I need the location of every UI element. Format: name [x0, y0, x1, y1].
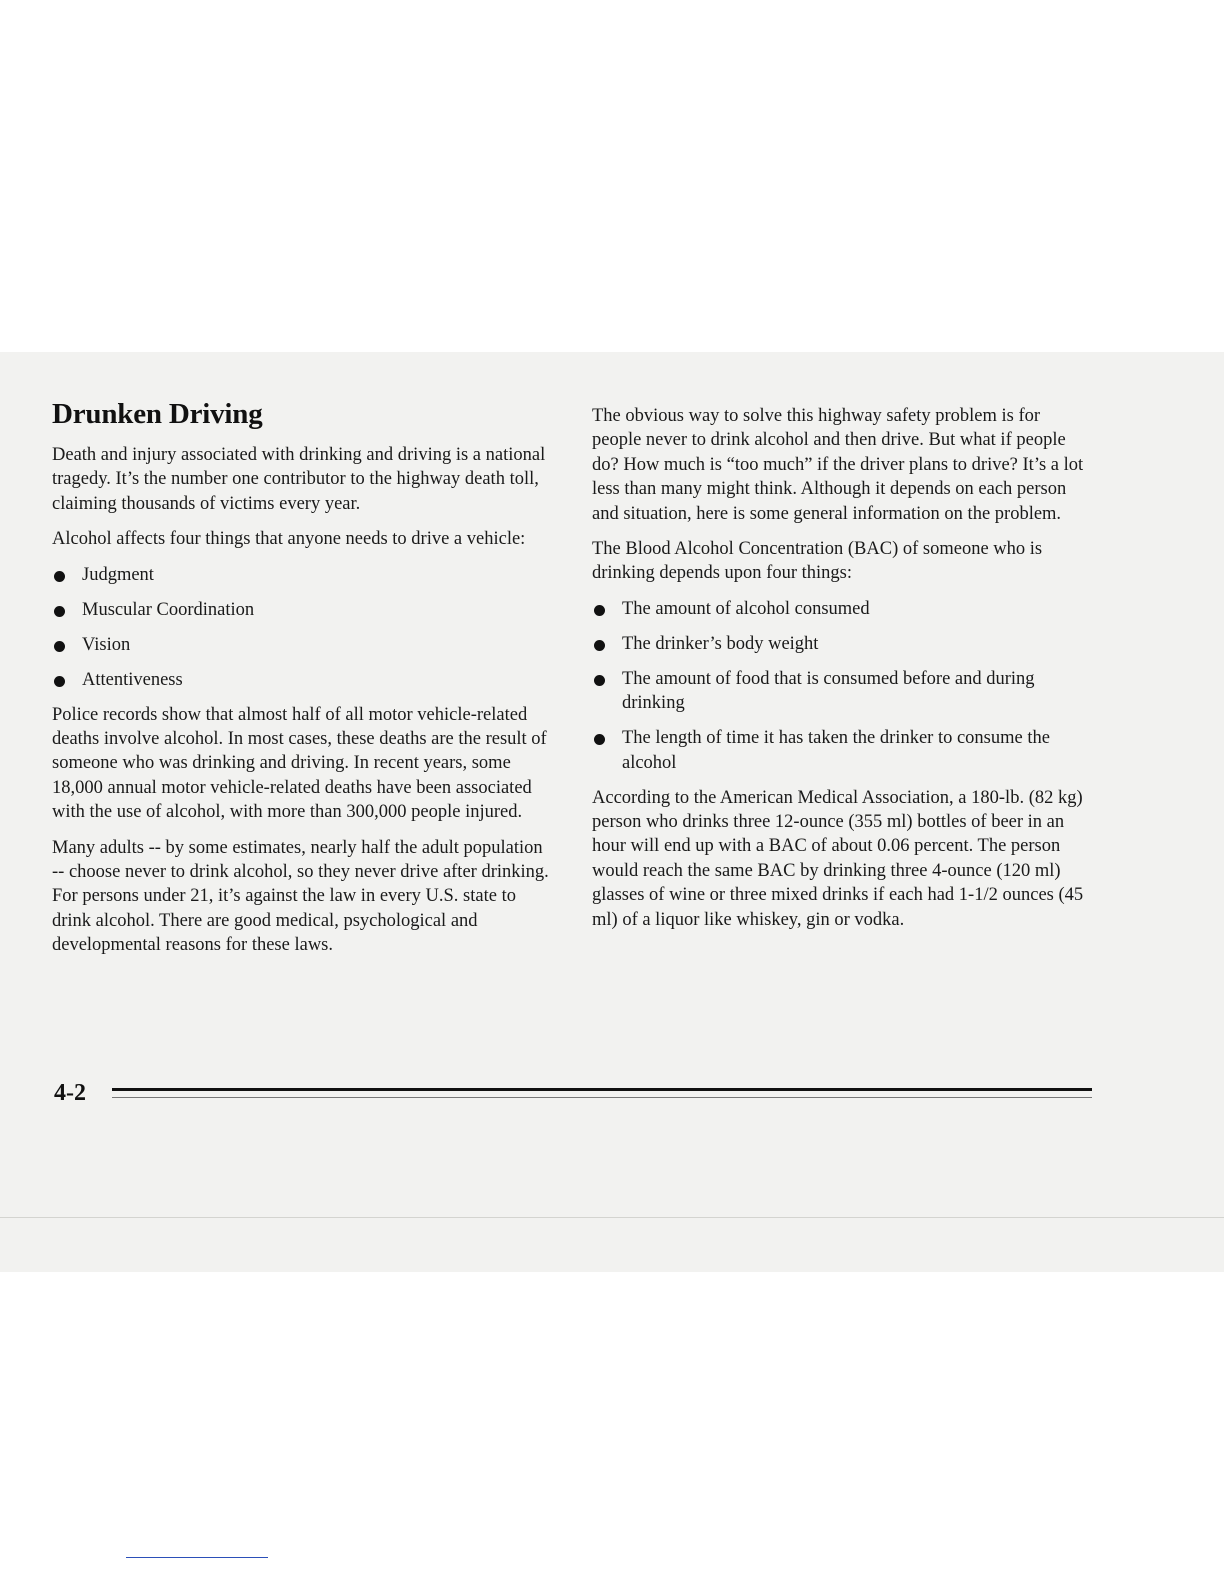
- bac-paragraph: The Blood Alcohol Concentration (BAC) of someone who is drinking depends upon four things:: [592, 539, 1043, 584]
- bullet-icon: [54, 571, 65, 582]
- bullet-icon: [594, 640, 605, 651]
- bullet-icon: [594, 675, 605, 686]
- affects-list: [52, 563, 552, 692]
- footer-rule: [112, 1088, 1092, 1091]
- bottom-link-line: [126, 1557, 268, 1558]
- bac-factors-list: [592, 597, 1092, 775]
- bullet-icon: [54, 676, 65, 687]
- scan-edge-line: [0, 1217, 1224, 1218]
- left-column: [52, 398, 552, 969]
- list-item: The amount of food that is consumed before and during drinking: [592, 667, 1092, 716]
- bullet-icon: [594, 734, 605, 745]
- list-item: Vision: [52, 633, 552, 657]
- page-title: Drunken Driving: [52, 398, 263, 430]
- list-item: The length of time it has taken the drinker to consume the alcohol: [592, 726, 1092, 775]
- ama-paragraph: According to the American Medical Association, a 180-lb. (82 kg) person who drinks three 12-ounce (355 ml) bottles of beer in an hour will end up with a BAC of about 0.06 percent. The person would reach the same BAC by drinking three 4-ounce (120 ml) glasses of wine or three mixed drinks if each had 1-1/2 ounces (45 ml) of a liquor like whiskey, gin or vodka.: [592, 787, 1084, 930]
- list-item: Muscular Coordination: [52, 598, 552, 622]
- list-item: The drinker’s body weight: [592, 632, 1092, 656]
- intro-paragraph: Death and injury associated with drinking and driving is a national tragedy. It’s the number one contributor to the highway death toll, claiming thousands of victims every year.: [52, 445, 546, 514]
- bullet-icon: [54, 641, 65, 652]
- footer-rule-thin: [112, 1097, 1092, 1098]
- bullet-icon: [594, 605, 605, 616]
- obvious-way-paragraph: The obvious way to solve this highway safety problem is for people never to drink alcohol and then drive. But what if people do? How much is “too much” if the driver plans to drive? It’s a lot less than many might think. Although it depends on each person and situation, here is some general information on the problem.: [592, 406, 1084, 524]
- list-item: The amount of alcohol consumed: [592, 597, 1092, 621]
- right-column: [592, 404, 1092, 943]
- police-records-paragraph: Police records show that almost half of all motor vehicle-related deaths involve alcohol. In most cases, these deaths are the result of someone who was drinking and driving. In recent years, some 18,000 annual motor vehicle-related deaths have been associated with the use of alcohol, with more than 300,000 people injured.: [52, 704, 547, 823]
- page-number: 4-2: [54, 1080, 86, 1106]
- alcohol-affects-paragraph: Alcohol affects four things that anyone needs to drive a vehicle:: [52, 529, 526, 550]
- many-adults-paragraph: Many adults -- by some estimates, nearly half the adult population -- choose never to drink alcohol, so they never drive after drinking. For persons under 21, it’s against the law in every U.S. state to drink alcohol. There are good medical, psychological and developmental reasons for these laws.: [52, 837, 549, 956]
- list-item: Judgment: [52, 563, 552, 587]
- list-item: Attentiveness: [52, 668, 552, 692]
- bullet-icon: [54, 606, 65, 617]
